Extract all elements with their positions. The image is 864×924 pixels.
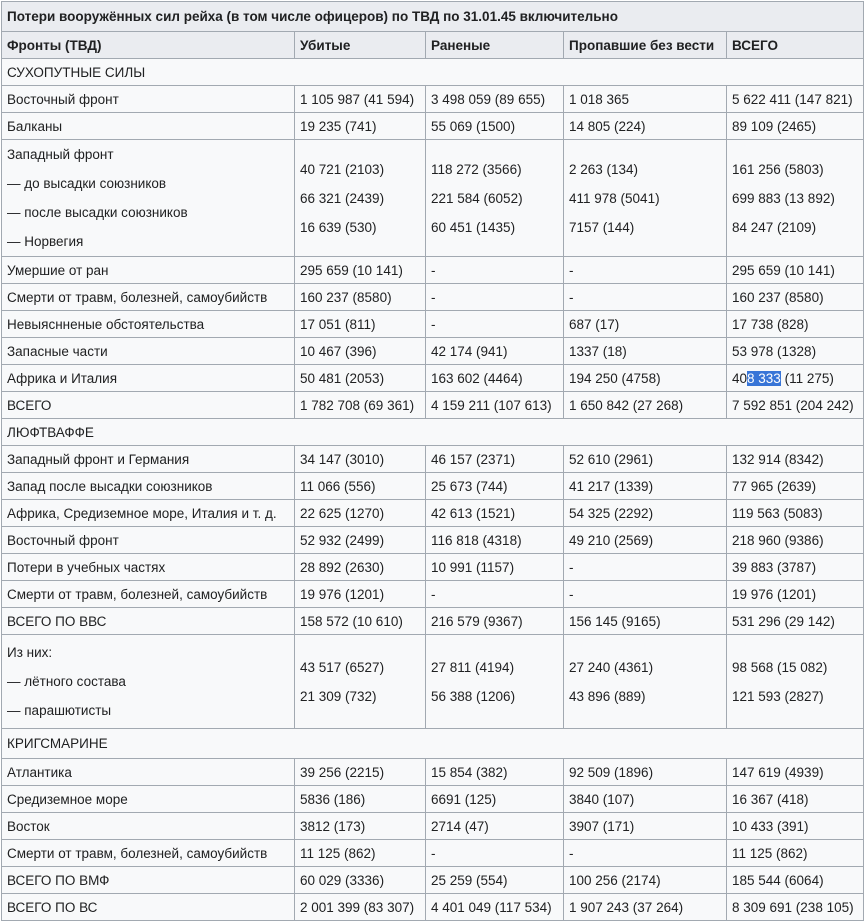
table-row bbox=[2, 311, 864, 338]
row-label: Африка, Средиземное море, Италия и т. д. bbox=[2, 500, 295, 527]
cell-value: 60 451 (1435) bbox=[431, 219, 516, 235]
cell-value: 84 247 (2109) bbox=[732, 219, 817, 235]
cell-value: - bbox=[564, 257, 727, 284]
table-row bbox=[2, 113, 864, 140]
cell-value: 160 237 (8580) bbox=[295, 284, 426, 311]
row-label: Умершие от ран bbox=[2, 257, 295, 284]
cell-value: - bbox=[564, 840, 727, 867]
cell-value: 53 978 (1328) bbox=[727, 338, 864, 365]
air-sub-label: Из них: bbox=[7, 645, 53, 660]
cell-value: 56 388 (1206) bbox=[431, 688, 516, 704]
cell-value: 1 907 243 (37 264) bbox=[564, 894, 727, 921]
header-row bbox=[2, 32, 864, 59]
cell-value: 16 367 (418) bbox=[727, 786, 864, 813]
cell-value: 43 517 (6527) bbox=[300, 659, 385, 675]
cell-value: 2714 (47) bbox=[426, 813, 564, 840]
cell-value: 77 965 (2639) bbox=[727, 473, 864, 500]
africa-missing: 194 250 (4758) bbox=[564, 365, 727, 392]
cell-value: 158 572 (10 610) bbox=[295, 608, 426, 635]
cell-value: 119 563 (5083) bbox=[727, 500, 864, 527]
cell-value: 49 210 (2569) bbox=[564, 527, 727, 554]
section-air: ЛЮФТВАФФЕ bbox=[2, 419, 864, 446]
cell-value: 147 619 (4939) bbox=[727, 759, 864, 786]
row-label: Средиземное море bbox=[2, 786, 295, 813]
west-label: — Норвегия bbox=[7, 234, 84, 249]
table-row bbox=[2, 759, 864, 786]
land-rows-group bbox=[2, 86, 864, 140]
land-total-killed: 1 782 708 (69 361) bbox=[295, 392, 426, 419]
cell-value: 25 259 (554) bbox=[426, 867, 564, 894]
cell-value: 27 811 (4194) bbox=[431, 659, 515, 675]
table-row bbox=[2, 581, 864, 608]
cell-value: 41 217 (1339) bbox=[564, 473, 727, 500]
cell-value: 60 029 (3336) bbox=[295, 867, 426, 894]
table-row bbox=[2, 894, 864, 921]
land-rows2-group bbox=[2, 257, 864, 365]
cell-value: 132 914 (8342) bbox=[727, 446, 864, 473]
row-label: Запад после высадки союзников bbox=[2, 473, 295, 500]
cell-value: 3812 (173) bbox=[295, 813, 426, 840]
table-row bbox=[2, 813, 864, 840]
air-rows-group bbox=[2, 446, 864, 635]
cell-value: 98 568 (15 082) bbox=[732, 659, 828, 675]
air-sub-label: — лётного состава bbox=[7, 674, 126, 689]
cell-value: 17 051 (811) bbox=[295, 311, 426, 338]
cell-value: 121 593 (2827) bbox=[732, 688, 824, 704]
cell-value: 17 738 (828) bbox=[727, 311, 864, 338]
cell-value: 42 174 (941) bbox=[426, 338, 564, 365]
cell-value: 1337 (18) bbox=[564, 338, 727, 365]
west-labels bbox=[2, 140, 295, 257]
section-navy: КРИГСМАРИНЕ bbox=[2, 729, 864, 759]
section-row-land bbox=[2, 59, 864, 86]
header-killed: Убитые bbox=[295, 32, 426, 59]
losses-table bbox=[1, 1, 864, 921]
row-label: Смерти от травм, болезней, самоубийств bbox=[2, 840, 295, 867]
cell-value: 2 001 399 (83 307) bbox=[295, 894, 426, 921]
row-label: Смерти от травм, болезней, самоубийств bbox=[2, 581, 295, 608]
cell-value: 14 805 (224) bbox=[564, 113, 727, 140]
table-caption-row bbox=[2, 2, 864, 32]
cell-value: 11 125 (862) bbox=[727, 840, 864, 867]
cell-value: 10 467 (396) bbox=[295, 338, 426, 365]
west-missing bbox=[564, 140, 727, 257]
cell-value: - bbox=[564, 284, 727, 311]
cell-value: 46 157 (2371) bbox=[426, 446, 564, 473]
west-wounded bbox=[426, 140, 564, 257]
table-row-air-sub bbox=[2, 635, 864, 729]
row-label: Балканы bbox=[2, 113, 295, 140]
section-row-air bbox=[2, 419, 864, 446]
row-label: Запасные части bbox=[2, 338, 295, 365]
cell-value: 699 883 (13 892) bbox=[732, 190, 835, 206]
air-sub-total bbox=[727, 635, 864, 729]
west-total bbox=[727, 140, 864, 257]
table-row bbox=[2, 473, 864, 500]
table-row bbox=[2, 527, 864, 554]
land-total-wounded: 4 159 211 (107 613) bbox=[426, 392, 564, 419]
land-total-label: ВСЕГО bbox=[2, 392, 295, 419]
header-front: Фронты (ТВД) bbox=[2, 32, 295, 59]
cell-value: - bbox=[426, 581, 564, 608]
land-total-total: 7 592 851 (204 242) bbox=[727, 392, 864, 419]
africa-label: Африка и Италия bbox=[2, 365, 295, 392]
cell-value: 10 991 (1157) bbox=[426, 554, 564, 581]
cell-value: 27 240 (4361) bbox=[569, 659, 654, 675]
cell-value: 3907 (171) bbox=[564, 813, 727, 840]
cell-value: 55 069 (1500) bbox=[426, 113, 564, 140]
cell-value: 10 433 (391) bbox=[727, 813, 864, 840]
row-label: ВСЕГО ПО ВВС bbox=[2, 608, 295, 635]
africa-wounded: 163 602 (4464) bbox=[426, 365, 564, 392]
cell-value: 295 659 (10 141) bbox=[295, 257, 426, 284]
row-label: Атлантика bbox=[2, 759, 295, 786]
air-sub-wounded bbox=[426, 635, 564, 729]
cell-value: 16 639 (530) bbox=[300, 219, 377, 235]
table-row bbox=[2, 500, 864, 527]
section-row-navy bbox=[2, 729, 864, 759]
cell-value: 531 296 (29 142) bbox=[727, 608, 864, 635]
row-label: ВСЕГО ПО ВС bbox=[2, 894, 295, 921]
cell-value: 19 235 (741) bbox=[295, 113, 426, 140]
cell-value: 52 932 (2499) bbox=[295, 527, 426, 554]
table-row bbox=[2, 786, 864, 813]
cell-value: - bbox=[426, 257, 564, 284]
text-selection[interactable]: 8 333 bbox=[747, 370, 781, 386]
cell-value: 15 854 (382) bbox=[426, 759, 564, 786]
table-row-west bbox=[2, 140, 864, 257]
cell-value: 42 613 (1521) bbox=[426, 500, 564, 527]
cell-value: 6691 (125) bbox=[426, 786, 564, 813]
cell-value: 161 256 (5803) bbox=[732, 161, 824, 177]
cell-value: 2 263 (134) bbox=[569, 161, 639, 177]
cell-value: 22 625 (1270) bbox=[295, 500, 426, 527]
west-label: — до высадки союзников bbox=[7, 176, 167, 191]
africa-killed: 50 481 (2053) bbox=[295, 365, 426, 392]
cell-value: 687 (17) bbox=[564, 311, 727, 338]
cell-value: 52 610 (2961) bbox=[564, 446, 727, 473]
cell-value: - bbox=[426, 840, 564, 867]
cell-value: 411 978 (5041) bbox=[569, 190, 660, 206]
header-wounded: Раненые bbox=[426, 32, 564, 59]
table-row bbox=[2, 86, 864, 113]
cell-value: 19 976 (1201) bbox=[295, 581, 426, 608]
cell-value: 43 896 (889) bbox=[569, 688, 646, 704]
cell-value: 3840 (107) bbox=[564, 786, 727, 813]
table-row bbox=[2, 867, 864, 894]
cell-value: 66 321 (2439) bbox=[300, 190, 385, 206]
cell-value: 185 544 (6064) bbox=[727, 867, 864, 894]
africa-total[interactable] bbox=[727, 365, 864, 392]
table-row-africa bbox=[2, 365, 864, 392]
cell-value: 216 579 (9367) bbox=[426, 608, 564, 635]
table-row bbox=[2, 554, 864, 581]
air-sub-labels bbox=[2, 635, 295, 729]
west-killed bbox=[295, 140, 426, 257]
cell-value: 1 105 987 (41 594) bbox=[295, 86, 426, 113]
table-row-land-total bbox=[2, 392, 864, 419]
table-row bbox=[2, 446, 864, 473]
africa-total-part[interactable]: (11 275) bbox=[780, 370, 834, 386]
cell-value: 160 237 (8580) bbox=[727, 284, 864, 311]
row-label: Восточный фронт bbox=[2, 86, 295, 113]
air-sub-missing bbox=[564, 635, 727, 729]
cell-value: - bbox=[564, 554, 727, 581]
cell-value: 92 509 (1896) bbox=[564, 759, 727, 786]
west-label: — после высадки союзников bbox=[7, 205, 188, 220]
cell-value: - bbox=[426, 284, 564, 311]
cell-value: 40 721 (2103) bbox=[300, 161, 385, 177]
cell-value: 218 960 (9386) bbox=[727, 527, 864, 554]
cell-value: 116 818 (4318) bbox=[426, 527, 564, 554]
header-total: ВСЕГО bbox=[727, 32, 864, 59]
cell-value: 4 401 049 (117 534) bbox=[426, 894, 564, 921]
cell-value: 221 584 (6052) bbox=[431, 190, 523, 206]
cell-value: 5836 (186) bbox=[295, 786, 426, 813]
navy-rows-group bbox=[2, 759, 864, 921]
table-row bbox=[2, 257, 864, 284]
cell-value: 118 272 (3566) bbox=[431, 161, 522, 177]
cell-value: 39 256 (2215) bbox=[295, 759, 426, 786]
air-sub-label: — парашютисты bbox=[7, 703, 112, 718]
cell-value: 39 883 (3787) bbox=[727, 554, 864, 581]
cell-value: 11 125 (862) bbox=[295, 840, 426, 867]
row-label: Невыяснненые обстоятельства bbox=[2, 311, 295, 338]
cell-value: 100 256 (2174) bbox=[564, 867, 727, 894]
cell-value: 19 976 (1201) bbox=[727, 581, 864, 608]
cell-value: 89 109 (2465) bbox=[727, 113, 864, 140]
cell-value: 28 892 (2630) bbox=[295, 554, 426, 581]
west-label: Западный фронт bbox=[7, 147, 114, 162]
cell-value: 1 018 365 bbox=[564, 86, 727, 113]
cell-value: 34 147 (3010) bbox=[295, 446, 426, 473]
table-caption: Потери вооружённых сил рейха (в том числе офицеров) по ТВД по 31.01.45 включительно bbox=[2, 2, 864, 32]
cell-value: 5 622 411 (147 821) bbox=[727, 86, 864, 113]
table-row bbox=[2, 284, 864, 311]
cell-value: - bbox=[564, 581, 727, 608]
table-row bbox=[2, 608, 864, 635]
table-row bbox=[2, 840, 864, 867]
row-label: Восток bbox=[2, 813, 295, 840]
cell-value: 21 309 (732) bbox=[300, 688, 377, 704]
row-label: Восточный фронт bbox=[2, 527, 295, 554]
air-sub-killed bbox=[295, 635, 426, 729]
cell-value: - bbox=[426, 311, 564, 338]
land-total-missing: 1 650 842 (27 268) bbox=[564, 392, 727, 419]
cell-value: 156 145 (9165) bbox=[564, 608, 727, 635]
row-label: Западный фронт и Германия bbox=[2, 446, 295, 473]
section-land: СУХОПУТНЫЕ СИЛЫ bbox=[2, 59, 864, 86]
table-row bbox=[2, 338, 864, 365]
cell-value: 295 659 (10 141) bbox=[727, 257, 864, 284]
row-label: Потери в учебных частях bbox=[2, 554, 295, 581]
cell-value: 3 498 059 (89 655) bbox=[426, 86, 564, 113]
africa-total-part[interactable]: 40 bbox=[732, 370, 748, 386]
cell-value: 7157 (144) bbox=[569, 219, 635, 235]
row-label: ВСЕГО ПО ВМФ bbox=[2, 867, 295, 894]
row-label: Смерти от травм, болезней, самоубийств bbox=[2, 284, 295, 311]
cell-value: 54 325 (2292) bbox=[564, 500, 727, 527]
cell-value: 25 673 (744) bbox=[426, 473, 564, 500]
cell-value: 8 309 691 (238 105) bbox=[727, 894, 864, 921]
cell-value: 11 066 (556) bbox=[295, 473, 426, 500]
header-missing: Пропавшие без вести bbox=[564, 32, 727, 59]
